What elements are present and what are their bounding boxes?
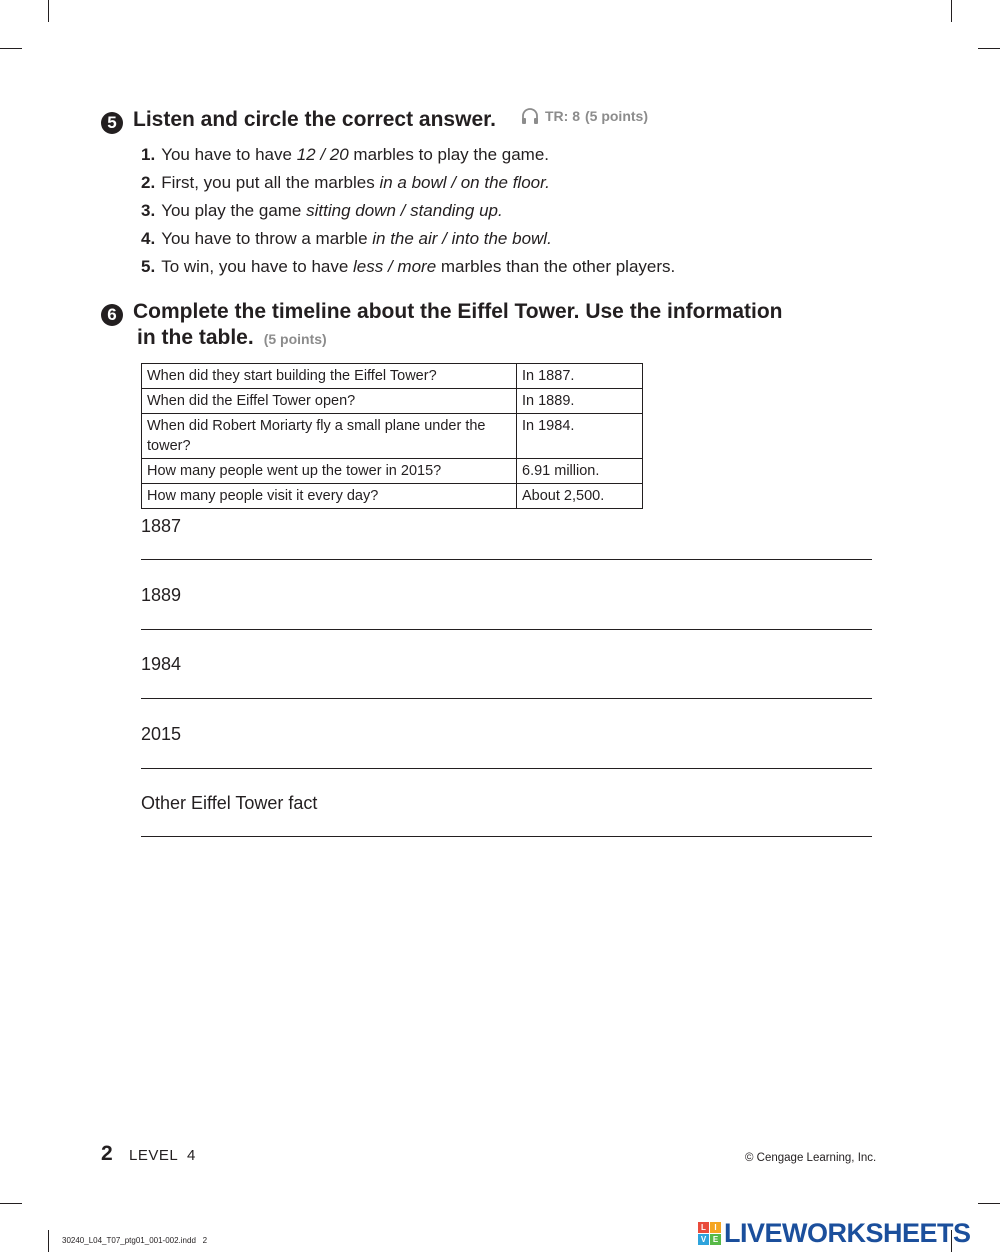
answer-line[interactable]: [141, 836, 872, 837]
headphones-icon[interactable]: [520, 106, 540, 126]
table-question: When did Robert Moriarty fly a small plane under the tower?: [142, 414, 517, 459]
exercise-title: Complete the timeline about the Eiffel Tower. Use the information: [133, 300, 783, 323]
table-answer: About 2,500.: [517, 484, 643, 509]
item-number: 5.: [141, 257, 156, 276]
timeline-label: 1889: [141, 585, 182, 605]
copyright: © Cengage Learning, Inc.: [745, 1152, 877, 1164]
crop-mark: [978, 1203, 1000, 1204]
logo-squares: [698, 1222, 721, 1245]
item-text: You play the game: [161, 201, 307, 220]
list-item: [141, 200, 675, 228]
table-answer: 6.91 million.: [517, 459, 643, 484]
exercise-title: in the table.: [137, 326, 254, 349]
answer-line[interactable]: [141, 629, 872, 630]
table-question: How many people went up the tower in 2015?: [142, 459, 517, 484]
table-answer: In 1887.: [517, 364, 643, 389]
table-question: How many people visit it every day?: [142, 484, 517, 509]
timeline-label: 2015: [141, 724, 182, 744]
item-number: 4.: [141, 229, 156, 248]
track-info: [520, 106, 648, 126]
exercise-6-heading: [101, 300, 783, 324]
exercise-6-heading-line2: [137, 326, 327, 350]
exercise-5-heading: [101, 106, 648, 132]
crop-mark: [951, 0, 952, 22]
table-row: [142, 414, 643, 459]
table-answer: In 1984.: [517, 414, 643, 459]
table-question: When did they start building the Eiffel Tower?: [142, 364, 517, 389]
exercise-number: 6: [101, 304, 123, 326]
logo-square: I: [710, 1222, 721, 1233]
item-text: First, you put all the marbles: [161, 173, 380, 192]
timeline-label: Other Eiffel Tower fact: [141, 793, 318, 813]
table-answer: In 1889.: [517, 389, 643, 414]
logo-text: LIVEWORKSHEETS: [724, 1218, 971, 1248]
table-row: [142, 389, 643, 414]
crop-mark: [48, 0, 49, 22]
item-number: 3.: [141, 201, 156, 220]
answer-options[interactable]: in a bowl / on the floor.: [379, 173, 550, 192]
logo-square: E: [710, 1234, 721, 1245]
exercise-number: 5: [101, 112, 123, 134]
table-row: [142, 484, 643, 509]
table-row: [142, 459, 643, 484]
answer-options[interactable]: 12 / 20: [296, 145, 349, 164]
timeline-label: 1984: [141, 654, 182, 674]
item-number: 2.: [141, 173, 156, 192]
answer-options[interactable]: less / more: [353, 257, 437, 276]
item-text: marbles to play the game.: [348, 145, 550, 164]
crop-mark: [0, 48, 22, 49]
logo-square: L: [698, 1222, 709, 1233]
crop-mark: [0, 1203, 22, 1204]
answer-options[interactable]: in the air / into the bowl.: [372, 229, 552, 248]
item-text: marbles than the other players.: [436, 257, 676, 276]
answer-line[interactable]: [141, 559, 872, 560]
liveworksheets-logo[interactable]: [698, 1218, 971, 1249]
answer-line[interactable]: [141, 768, 872, 769]
item-number: 1.: [141, 145, 156, 164]
table-row: [142, 364, 643, 389]
crop-mark: [48, 1230, 49, 1252]
item-text: You have to throw a marble: [161, 229, 373, 248]
page-number: 2: [101, 1142, 113, 1165]
points-label: (5 points): [263, 331, 327, 347]
table-question: When did the Eiffel Tower open?: [142, 389, 517, 414]
file-slug: 30240_L04_T07_ptg01_001-002.indd 2: [62, 1236, 208, 1245]
level-label: LEVEL 4: [129, 1147, 196, 1164]
crop-mark: [978, 48, 1000, 49]
exercise-title: Listen and circle the correct answer.: [133, 108, 496, 131]
timeline-label: 1887: [141, 516, 182, 536]
logo-square: V: [698, 1234, 709, 1245]
answer-line[interactable]: [141, 698, 872, 699]
info-table: [141, 363, 643, 509]
points-label: (5 points): [584, 108, 648, 124]
list-item: [141, 144, 675, 172]
answer-options[interactable]: sitting down / standing up.: [306, 201, 503, 220]
track-number: TR: 8: [544, 108, 580, 124]
item-text: You have to have: [161, 145, 297, 164]
question-list: [141, 144, 675, 284]
list-item: [141, 172, 675, 200]
list-item: [141, 256, 675, 284]
item-text: To win, you have to have: [161, 257, 354, 276]
list-item: [141, 228, 675, 256]
